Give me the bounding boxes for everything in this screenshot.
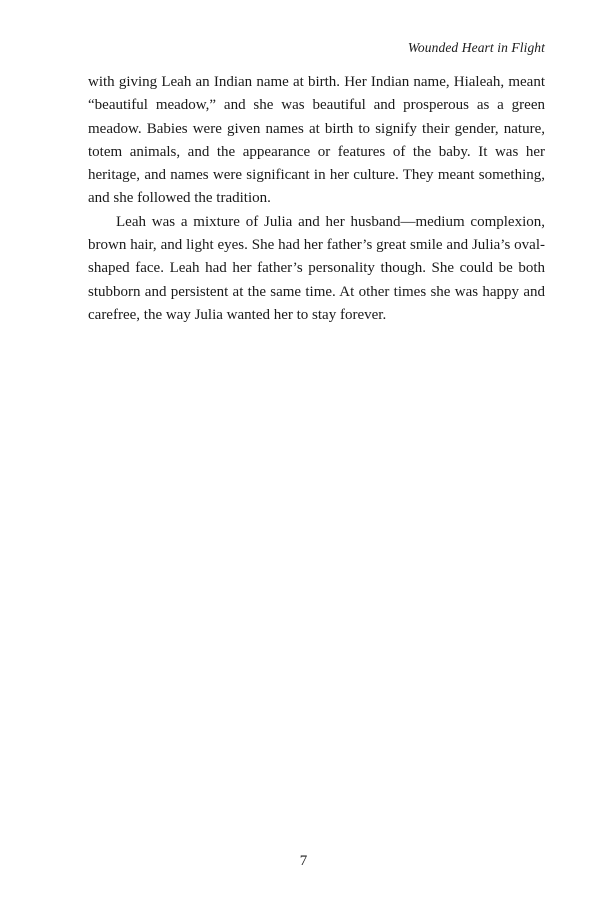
paragraph-leah-description: Leah was a mixture of Julia and her husband—medium complexion, brown hair, and light eyes. She had her father’s great smile and Julia’s oval-shaped face. Leah had her father’s personality though. She could be both stubborn and persistent at the same time. At other times she was happy and carefree, the way Julia wanted her to stay forever. — [88, 213, 545, 323]
paragraph-continuation: with giving Leah an Indian name at birth. Her Indian name, Hialeah, meant “beautiful meadow,” and she was beautiful and prosperous as a green meadow. Babies were given names at birth to signify their gender, nature, totem animals, and the appearance or features of the baby. It was her heritage, and names were significant in her culture. They meant something, and she followed the tradition. — [88, 74, 545, 207]
body-text — [88, 71, 545, 327]
page-number: 7 — [299, 853, 308, 869]
running-header-title: Wounded Heart in Flight — [407, 40, 545, 55]
